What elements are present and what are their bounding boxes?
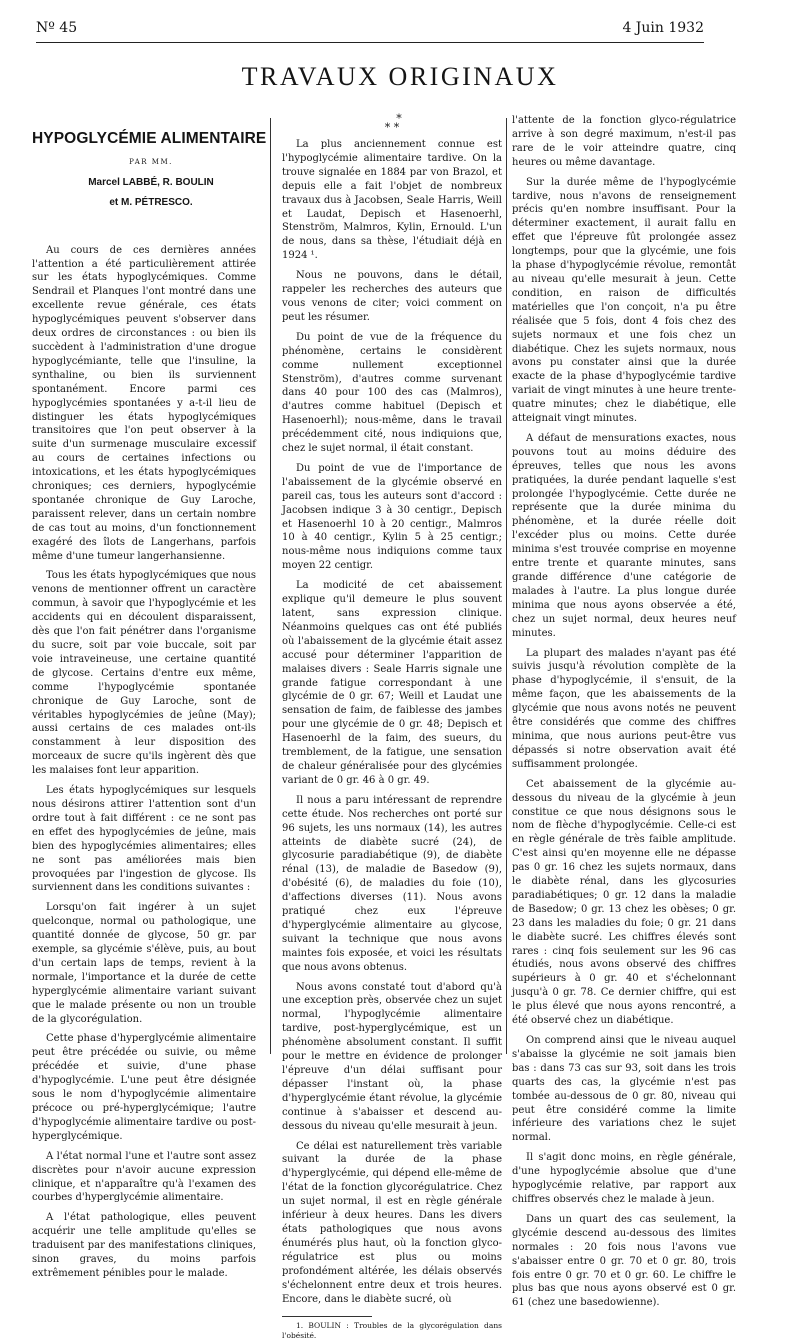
paragraph: On comprend ainsi que le niveau auquel s'abaisse la glycémie ne soit jamais bien bas : dans 73 cas sur 93, soit dans les trois quarts des cas, la glycémie n'est pas tombée au-dessous de 0 gr. 80, niveau qui peut être considéré comme la limite inférieure des variations chez le sujet normal. bbox=[512, 1035, 736, 1144]
paragraph: Nous avons constaté tout d'abord qu'à une exception près, observée chez un sujet normal, l'hypoglycémie alimentaire tardive, post-hyperglycémique, est un phénomène absolument constant. Il suffit pour le mettre en évidence de prolonger l'épreuve d'un délai suffisant pour dépasser l'instant où, la phase d'hyperglycémie étant révolue, la glycémie continue à s'abaisser et descend au-dessous du niveau qu'elle mesurait à jeun. bbox=[282, 981, 502, 1132]
column-divider-1 bbox=[270, 118, 271, 1054]
paragraph: Au cours de ces dernières années l'attention a été particulièrement attirée sur les états hypoglycémiques. Comme Sendrail et Planques l'ont montré dans une excellente revue générale, ces états hypoglycémiques peuvent s'observer dans deux ordres de circonstances : ou bien ils succèdent à l'administration d'une drogue hypoglycémiante, telle que l'insuline, la synthaline, ou bien ils surviennent spontanément. Encore parmi ces hypoglycémies spontanées y a-t-il lieu de distinguer les états hypoglycémiques transitoires que l'on peut observer à la suite d'un surmenage musculaire excessif au cours de certaines infections ou intoxications, et les états hypoglycémiques chroniques; ces derniers, hypoglycémie spontanée chronique de Guy Laroche, paraissent relever, dans un certain nombre de cas tout au moins, d'un fonctionnement exagéré des îlots de Langerhans, parfois même d'une tumeur langerhansienne. bbox=[32, 244, 256, 562]
issue-date: 4 Juin 1932 bbox=[622, 20, 704, 36]
footnote-rule bbox=[282, 1316, 372, 1317]
paragraph: Sur la durée même de l'hypoglycémie tardive, nous n'avons de renseignement précis qu'en nombre insuffisant. Pour la déterminer exactement, il aurait fallu en effet que l'épreuve fût prolongée assez longtemps, pour que la glycémie, une fois la phase d'hypoglycémie révolue, remontât au niveau qu'elle mesurait à jeun. Cette condition, en raison de difficultés matérielles que l'on conçoit, n'a pu être réalisée que 5 fois, dont 4 fois chez des sujets normaux et une fois chez un diabétique. Chez les sujets normaux, nous avons pu constater ainsi que la durée exacte de la phase d'hypoglycémie tardive variait de vingt minutes à une heure trente-quatre minutes; chez le diabétique, elle atteignait vingt minutes. bbox=[512, 176, 736, 425]
byline-par: PAR MM. bbox=[129, 157, 173, 166]
issue-number: Nº 45 bbox=[36, 20, 78, 36]
paragraph: Cette phase d'hyperglycémie alimentaire peut être précédée ou suivie, ou même précédée et suivie, d'une phase d'hypoglycémie. L'une peut être désignée sous le nom d'hypoglycémie alimentaire précoce ou pré-hyperglycémique; l'autre d'hypoglycémie alimentaire tardive ou post-hyperglycémique. bbox=[32, 1033, 256, 1142]
paragraph: Du point de vue de la fréquence du phénomène, certains le considèrent comme nullement exceptionnel Stenström), d'autres comme survenant dans 40 pour 100 des cas (Malmros), d'autres comme habituel (Depisch et Hasenoerhl); nous-même, dans le travail précédemment cité, nous indiquions que, chez le sujet normal, il était constant. bbox=[282, 331, 502, 455]
column-1 bbox=[32, 114, 267, 1279]
paragraph: Il s'agit donc moins, en règle générale, d'une hypoglycémie absolue que d'une hypoglycémie relative, par rapport aux chiffres observés chez le malade à jeun. bbox=[512, 1152, 736, 1205]
authors-line-2: et M. PÉTRESCO. bbox=[109, 196, 193, 208]
paragraph: Les états hypoglycémiques sur lesquels nous désirons attirer l'attention sont d'un ordre tout à fait différent : ce ne sont pas en effet des hypoglycémies de jeûne, mais bien des hypoglycémies alimentaires; elles ne sont pas améliorées mais bien provoquées par l'ingestion de glycose. Ils surviennent dans les conditions suivantes : bbox=[32, 785, 256, 894]
paragraph: Dans un quart des cas seulement, la glycémie descend au-dessous des limites normales : 20 fois nous l'avons vue s'abaisser entre 0 gr. 70 et 0 gr. 80, trois fois entre 0 gr. 70 et 0 gr. 60. Le chiffre le plus bas que nous ayons observé est 0 gr. 61 (chez une basedowienne). bbox=[512, 1213, 736, 1309]
paragraph: A l'état pathologique, elles peuvent acquérir une telle amplitude qu'elles se traduisent par des manifestations cliniques, sinon graves, du moins parfois extrêmement pénibles pour le malade. bbox=[32, 1212, 256, 1279]
section-break-stars: * * * bbox=[384, 112, 402, 134]
paragraph: Du point de vue de l'importance de l'abaissement de la glycémie observé en pareil cas, tous les auteurs sont d'accord : Jacobsen indique 3 à 30 centigr., Depisch et Hasenoerhl 10 à 20 centigr., Malmros 10 à 40 centigr., Kylin 5 à 25 centigr.; nous-même nous indiquions comme taux moyen 22 centigr. bbox=[282, 462, 502, 572]
column-1-text bbox=[32, 244, 256, 1281]
paragraph: Ce délai est naturellement très variable suivant la durée de la phase d'hyperglycémie, qui dépend elle-même de l'état de la fonction glycorégulatrice. Chez un sujet normal, il est en règle générale inférieur à deux heures. Dans les divers états pathologiques que nous avons énumérés plus haut, où la fonction glyco-régulatrice est plus ou moins profondément altérée, les délais observés s'échelonnent entre deux et trois heures. Encore, dans le diabète sucré, où bbox=[282, 1140, 502, 1305]
paragraph: A défaut de mensurations exactes, nous pouvons tout au moins déduire des épreuves, telles que nous les avons pratiquées, la durée pendant laquelle s'est prolongée l'hypoglycémie. Cette durée ne représente que la durée minima du phénomène, et la durée réelle doit l'excéder plus ou moins. Cette durée minima s'est trouvée comprise en moyenne entre trente et quarante minutes, sans grande différence d'une catégorie de malades à l'autre. La plus longue durée minima que nous ayons observée a été, chez un sujet normal, deux heures neuf minutes. bbox=[512, 432, 736, 639]
article-title: HYPOGLYCÉMIE ALIMENTAIRE bbox=[32, 130, 267, 147]
footnote: 1. BOULIN : Troubles de la glycorégulation dans l'obésité. bbox=[282, 1321, 502, 1341]
authors-line-1: Marcel LABBÉ, R. BOULIN bbox=[88, 176, 214, 188]
column-3 bbox=[512, 114, 736, 1309]
paragraph: Nous ne pouvons, dans le détail, rappeler les recherches des auteurs que vous venons de citer; voici comment on peut les résumer. bbox=[282, 270, 502, 323]
column-divider-2 bbox=[506, 118, 507, 1054]
paragraph: Lorsqu'on fait ingérer à un sujet quelconque, normal ou pathologique, une quantité donnée de glycose, 50 gr. par exemple, sa glycémie s'élève, puis, au bout d'un certain laps de temps, revient à la normale, l'importance et la durée de cette hyperglycémie alimentaire variant suivant que le malade présente ou non un trouble de la glycorégulation. bbox=[32, 902, 256, 1025]
paragraph: La plus anciennement connue est l'hypoglycémie alimentaire tardive. On la trouve signalée en 1884 par von Brazol, et depuis elle a fait l'objet de nombreux travaux dus à Jacobsen, Seale Harris, Weill et Laudat, Depisch et Hasenoerhl, Stenström, Malmros, Kylin, Ernould. L'un de nous, dans sa thèse, l'étudiait déjà en 1924 ¹. bbox=[282, 139, 502, 262]
paragraph: A l'état normal l'une et l'autre sont assez discrètes pour n'avoir aucune expression clinique, et n'apparaître qu'à l'examen des courbes d'hyperglycémie alimentaire. bbox=[32, 1150, 256, 1204]
paragraph: Cet abaissement de la glycémie au-dessous du niveau de la glycémie à jeun constitue ce que nous désignons sous le nom de flèche d'hypoglycémie. Celle-ci est en règle générale de très faible amplitude. C'est ainsi qu'en moyenne elle ne dépasse pas 0 gr. 16 chez les sujets normaux, dans le diabète rénal, dans les glycosuries paradiabétiques; 0 gr. 12 dans la maladie de Basedow; 0 gr. 13 chez les obèses; 0 gr. 23 dans les maladies du foie; 0 gr. 21 dans le diabète sucré. Les chiffres élevés sont rares : cinq fois seulement sur les 96 cas étudiés, nous avons observé des chiffres supérieurs à 0 gr. 40 et s'échelonnant jusqu'à 0 gr. 78. Ce dernier chiffre, qui est le plus élevé que nous ayons rencontré, a été observé chez un diabétique. bbox=[512, 778, 736, 1027]
paragraph: Tous les états hypoglycémiques que nous venons de mentionner offrent un caractère commun, à savoir que l'hypoglycémie et les accidents qui en découlent disparaissent, dès que l'on fait pénétrer dans l'organisme du sucre, soit par voie buccale, soit par voie intraveineuse, une certaine quantité de glycose. Certains d'entre eux même, comme l'hypoglycémie spontanée chronique de Guy Laroche, sont de véritables hypoglycémies de jeûne (May); aussi certains de ces malades ont-ils constamment à leur disposition des morceaux de sucre qu'ils ingèrent dès que les malaises font leur apparition. bbox=[32, 570, 256, 777]
paragraph: La modicité de cet abaissement explique qu'il demeure le plus souvent latent, sans expression clinique. Néanmoins quelques cas ont été publiés où l'abaissement de la glycémie était assez accusé pour déterminer l'apparition de malaises divers : Seale Harris signale une grande fatigue correspondant à une glycémie de 0 gr. 67; Weill et Laudat une sensation de faim, de faiblesse des jambes pour une glycémie de 0 gr. 48; Depisch et Hasenoerhl de la faim, des sueurs, du tremblement, de la fatigue, une sensation de chaleur généralisée pour des glycémies variant de 0 gr. 46 à 0 gr. 49. bbox=[282, 580, 502, 786]
paragraph: La plupart des malades n'ayant pas été suivis jusqu'à révolution complète de la phase d'hypoglycémie, il s'ensuit, de la même façon, que les abaissements de la glycémie que nous avons notés ne peuvent être considérés que comme des chiffres minima, que nous aurions peut-être vus dépassés si notre observation avait été suffisamment prolongée. bbox=[512, 647, 736, 770]
section-title: TRAVAUX ORIGINAUX bbox=[241, 62, 559, 91]
paragraph: Il nous a paru intéressant de reprendre cette étude. Nos recherches ont porté sur 96 sujets, les uns normaux (14), les autres atteints de diabète sucré (24), de glycosurie paradiabétique (9), de diabète rénal (13), de maladie de Basedow (9), d'obésité (6), de maladies du foie (10), d'affections diverses (11). Nous avons pratiqué chez eux l'épreuve d'hyperglycémie alimentaire au glycose, suivant la technique que nous avons maintes fois exposée, et voici les résultats que nous avons obtenus. bbox=[282, 794, 502, 973]
paragraph: l'attente de la fonction glyco-régulatrice arrive à son degré maximum, n'est-il pas rare de le voir atteindre quatre, cinq heures ou même davantage. bbox=[512, 115, 736, 168]
header-rule bbox=[36, 42, 704, 43]
column-2 bbox=[282, 112, 502, 1341]
